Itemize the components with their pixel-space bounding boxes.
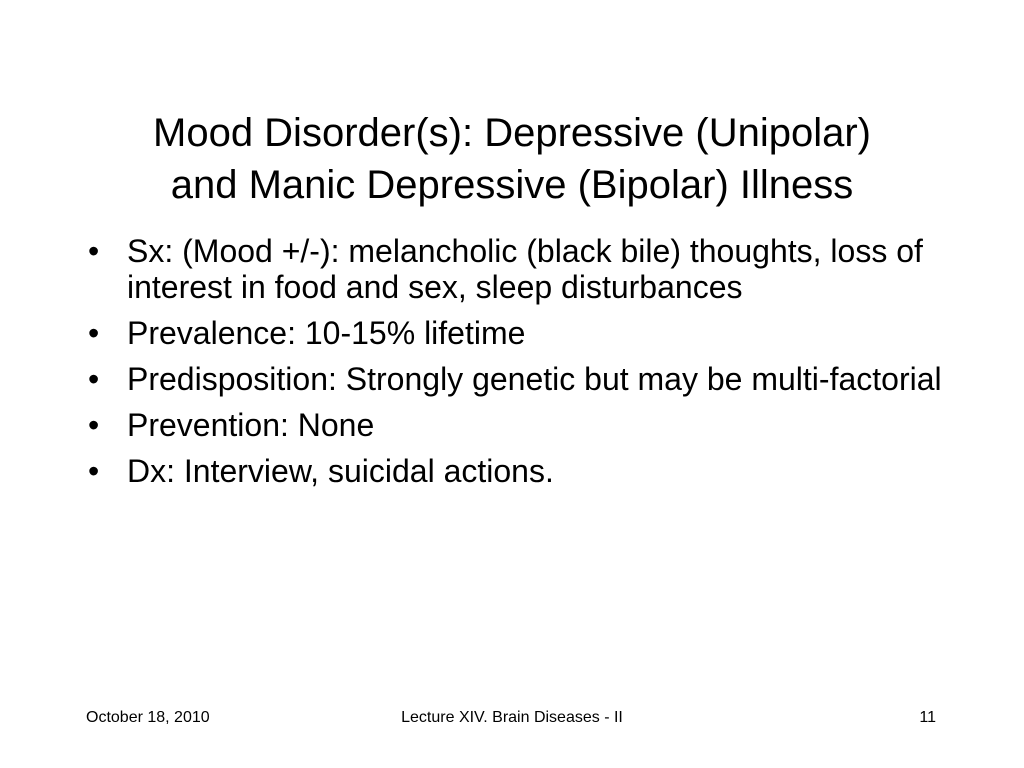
bullet-marker: • [88, 453, 100, 489]
bullet-text: Dx: Interview, suicidal actions. [127, 453, 554, 489]
bullet-text: Prevalence: 10-15% lifetime [127, 315, 526, 351]
footer-lecture-title: Lecture XIV. Brain Diseases - II [401, 709, 623, 726]
bullet-text: Prevention: None [127, 407, 375, 443]
bullet-marker: • [88, 315, 100, 351]
footer-date: October 18, 2010 [86, 709, 210, 726]
slide-title [40, 107, 984, 211]
bullet-text: Predisposition: Strongly genetic but may be multi-factorial [127, 361, 942, 397]
bullet-marker: • [88, 233, 100, 269]
bullet-item [88, 453, 948, 489]
page-number: 11 [919, 709, 936, 726]
bullet-item [88, 407, 948, 443]
bullet-item [88, 361, 948, 397]
bullet-list [88, 233, 948, 499]
slide-title-line: and Manic Depressive (Bipolar) Illness [170, 162, 854, 207]
bullet-text: Sx: (Mood +/-): melancholic (black bile) thoughts, loss of interest in food and sex, sleep disturbances [127, 233, 923, 305]
slide-title-line: Mood Disorder(s): Depressive (Unipolar) [153, 110, 871, 155]
bullet-marker: • [88, 361, 100, 397]
bullet-item [88, 233, 948, 305]
bullet-item [88, 315, 948, 351]
bullet-marker: • [88, 407, 100, 443]
